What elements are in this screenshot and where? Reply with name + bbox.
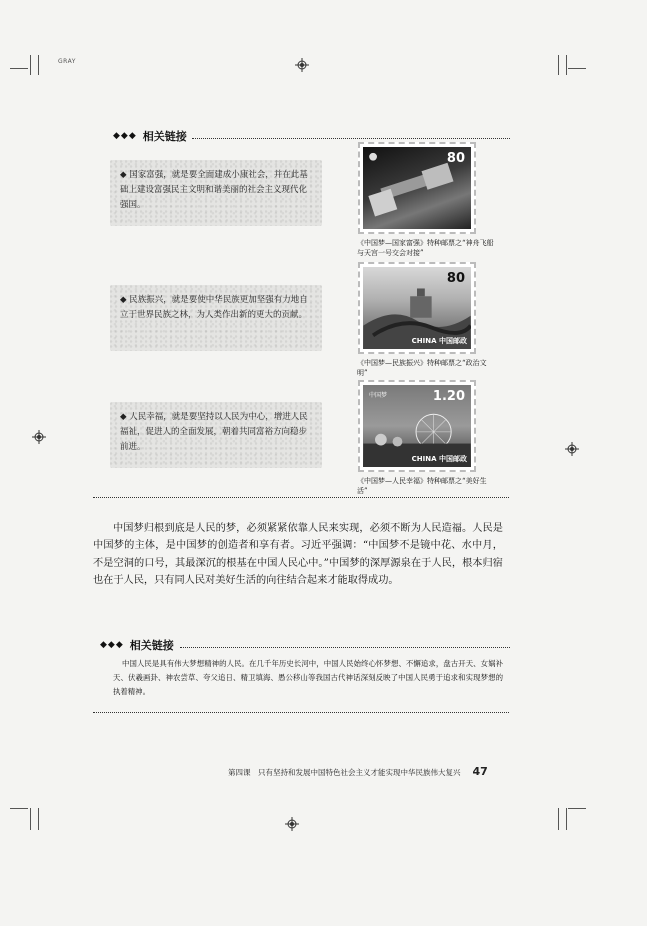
section-header [113, 128, 187, 144]
crop-mark [558, 55, 559, 75]
stamp-artwork [363, 147, 471, 229]
stamp-value: 1.20 [432, 389, 465, 404]
stamp-caption: 《中国梦—民族振兴》特种邮票之“政治文明” [357, 359, 487, 377]
section-divider [180, 647, 510, 648]
diamond-bullets-icon: ◆◆◆ [100, 640, 124, 650]
crop-mark [566, 808, 567, 830]
page-number: 47 [472, 765, 488, 778]
crop-mark [30, 808, 31, 830]
stamp-artwork [363, 267, 471, 349]
stamp-brand: CHINA 中国邮政 [411, 455, 467, 463]
quote-card [110, 402, 322, 468]
stamp-image [358, 262, 476, 354]
stamp-caption: 《中国梦—国家富强》特种邮票之“神舟飞船与天宫一号交会对接” [357, 239, 494, 257]
quote-card [110, 160, 322, 226]
registration-mark-icon [32, 430, 46, 444]
quote-card [110, 285, 322, 351]
stamp-mark: 中国梦 [369, 392, 388, 399]
crop-mark [38, 55, 39, 75]
crop-mark [38, 808, 39, 830]
section-divider [192, 138, 510, 139]
stamp-value: 80 [446, 271, 465, 286]
section-header [100, 637, 174, 653]
stamp-artwork [363, 385, 471, 467]
main-paragraph [93, 520, 503, 590]
crop-mark [566, 55, 567, 75]
quote-text: 民族振兴，就是要使中华民族更加坚强有力地自立于世界民族之林，为人类作出新的更大的贡献。 [120, 295, 308, 320]
lesson-title: 第四课 只有坚持和发展中国特色社会主义才能实现中华民族伟大复兴 [228, 768, 461, 777]
stamp-image [358, 380, 476, 472]
quote-text: 国家富强，就是要全面建成小康社会，并在此基础上建设富强民主文明和谐美丽的社会主义现代化强国。 [120, 170, 308, 210]
diamond-bullet-icon: ◆ [120, 295, 130, 305]
paragraph-text: 中国梦归根到底是人民的梦，必须紧紧依靠人民来实现，必须不断为人民造福。人民是中国梦的主体，是中国梦的创造者和享有者。习近平强调：“中国梦不是镜中花、水中月，不是空洞的口号，其最深沉的根基在中国人民心中。”中国梦的深厚源泉在于人民，根本归宿也在于人民，只有同人民对美好生活的向往结合起来才能取得成功。 [93, 523, 503, 587]
section-header-label: 相关链接 [142, 130, 187, 143]
stamp-value: 80 [446, 151, 465, 166]
crop-mark [10, 68, 28, 69]
crop-mark [568, 68, 586, 69]
stamp-brand: CHINA 中国邮政 [411, 337, 467, 345]
crop-mark [568, 808, 586, 809]
crop-mark [30, 55, 31, 75]
page-footer [228, 765, 488, 778]
stamp-caption: 《中国梦—人民幸福》特种邮票之“美好生活” [357, 477, 487, 495]
registration-mark-icon [295, 58, 309, 72]
crop-mark [10, 808, 28, 809]
quote-text: 人民幸福，就是要坚持以人民为中心，增进人民福祉，促进人的全面发展，朝着共同富裕方向稳步前进。 [120, 412, 308, 452]
diamond-bullet-icon: ◆ [120, 170, 130, 180]
diamond-bullets-icon: ◆◆◆ [113, 131, 137, 141]
section-divider [93, 712, 509, 713]
section-header-label: 相关链接 [129, 639, 174, 652]
stamp-image [358, 142, 476, 234]
crop-mark [558, 808, 559, 830]
print-mark-label: GRAY [58, 58, 76, 65]
registration-mark-icon [285, 817, 299, 831]
registration-mark-icon [565, 442, 579, 456]
section-divider [93, 497, 509, 498]
diamond-bullet-icon: ◆ [120, 412, 130, 422]
related-link-text: 中国人民是具有伟大梦想精神的人民。在几千年历史长河中，中国人民始终心怀梦想、不懈追求，盘古开天、女娲补天、伏羲画卦、神农尝草、夸父追日、精卫填海、愚公移山等我国古代神话深刻反映了中国人民勇于追求和实现梦想的执着精神。 [113, 659, 503, 696]
